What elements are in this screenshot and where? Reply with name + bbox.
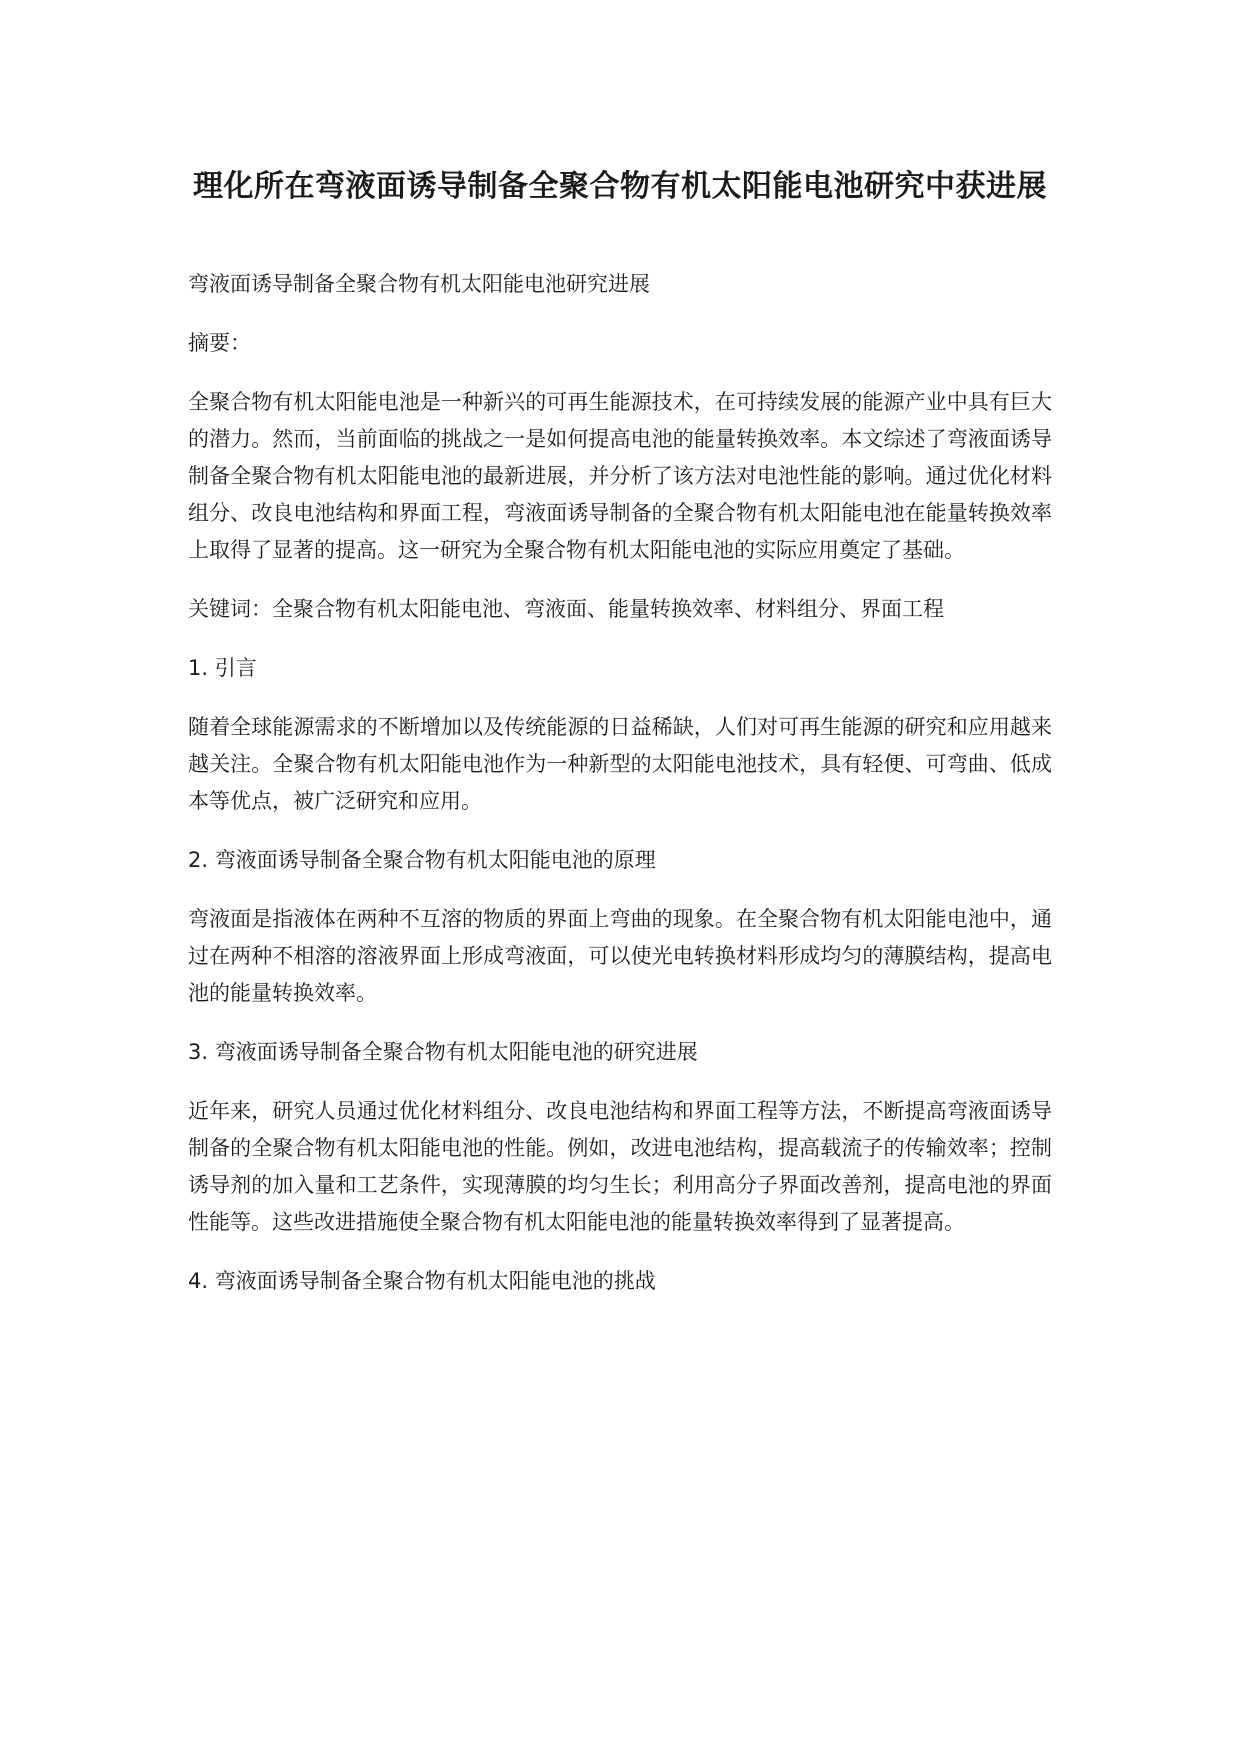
- section-heading-4: 4. 弯液面诱导制备全聚合物有机太阳能电池的挑战: [188, 1269, 656, 1293]
- paragraph-section-3: 近年来，研究人员通过优化材料组分、改良电池结构和界面工程等方法，不断提高弯液面诱导制备的全聚合物有机太阳能电池的性能。例如，改进电池结构，提高载流子的传输效率；控制诱导剂的加入量和工艺条件，实现薄膜的均匀生长；利用高分子界面改善剂，提高电池的界面性能等。这些改进措施使全聚合物有机太阳能电池的能量转换效率得到了显著提高。: [188, 1099, 1052, 1234]
- section-heading-2: 2. 弯液面诱导制备全聚合物有机太阳能电池的原理: [188, 848, 656, 872]
- section-heading-1: 1. 引言: [188, 656, 257, 680]
- paragraph-abstract-body: 全聚合物有机太阳能电池是一种新兴的可再生能源技术，在可持续发展的能源产业中具有巨大的潜力。然而，当前面临的挑战之一是如何提高电池的能量转换效率。本文综述了弯液面诱导制备全聚合物有机太阳能电池的最新进展，并分析了该方法对电池性能的影响。通过优化材料组分、改良电池结构和界面工程，弯液面诱导制备的全聚合物有机太阳能电池在能量转换效率上取得了显著的提高。这一研究为全聚合物有机太阳能电池的实际应用奠定了基础。: [188, 390, 1052, 562]
- paragraph-section-2: 弯液面是指液体在两种不互溶的物质的界面上弯曲的现象。在全聚合物有机太阳能电池中，通过在两种不相溶的溶液界面上形成弯液面，可以使光电转换材料形成均匀的薄膜结构，提高电池的能量转换效率。: [188, 907, 1052, 1005]
- paragraph-keywords: 关键词：全聚合物有机太阳能电池、弯液面、能量转换效率、材料组分、界面工程: [188, 597, 944, 621]
- paragraph-section-1: 随着全球能源需求的不断增加以及传统能源的日益稀缺，人们对可再生能源的研究和应用越来越关注。全聚合物有机太阳能电池作为一种新型的太阳能电池技术，具有轻便、可弯曲、低成本等优点，被广泛研究和应用。: [188, 715, 1052, 813]
- paragraph-subtitle: 弯液面诱导制备全聚合物有机太阳能电池研究进展: [188, 272, 650, 296]
- section-heading-3: 3. 弯液面诱导制备全聚合物有机太阳能电池的研究进展: [188, 1040, 698, 1064]
- paragraph-abstract-heading: 摘要：: [188, 331, 251, 355]
- document-title: 理化所在弯液面诱导制备全聚合物有机太阳能电池研究中获进展: [193, 169, 1047, 204]
- document-page: [188, 150, 1052, 1322]
